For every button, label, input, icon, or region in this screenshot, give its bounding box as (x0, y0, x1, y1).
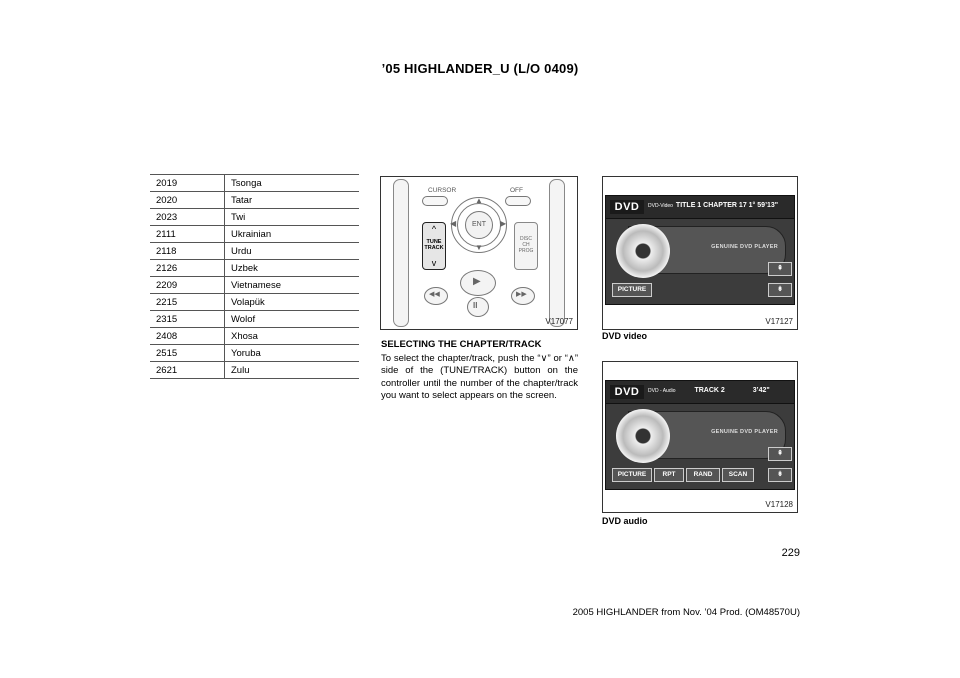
cursor-button-shape (422, 196, 448, 206)
language-code-cell: 2118 (150, 243, 225, 260)
dvd-video-figure (602, 176, 798, 330)
language-code-cell: 2515 (150, 345, 225, 362)
language-code-cell: 2215 (150, 294, 225, 311)
right-rail (549, 179, 565, 327)
language-name-cell: Yoruba (225, 345, 360, 362)
language-code-cell: 2315 (150, 311, 225, 328)
dvd-audio-info: DVD - Audio TRACK 2 3’42" (648, 387, 770, 394)
dvd-video-screen (605, 195, 795, 305)
play-icon: ▶ (473, 276, 481, 287)
rpt-button[interactable]: RPT (654, 468, 684, 482)
chevron-down-icon: v (431, 258, 437, 268)
genuine-dvd-player-label: GENUINE DVD PLAYER (711, 244, 778, 250)
cursor-label: CURSOR (428, 187, 457, 194)
fast-forward-icon: ▶▶ (516, 291, 527, 298)
dvd-video-caption: DVD video (602, 331, 648, 341)
dpad-left-icon: ◀ (450, 219, 457, 228)
table-row (150, 226, 359, 243)
ent-label: ENT (472, 221, 486, 228)
table-row (150, 175, 359, 192)
language-code-cell: 2126 (150, 260, 225, 277)
language-name-cell: Tatar (225, 192, 360, 209)
controller-figure (380, 176, 578, 330)
pause-button-shape (467, 297, 489, 317)
picture-button[interactable]: PICTURE (612, 468, 652, 482)
table-row (150, 345, 359, 362)
dpad-up-icon: ▲ (475, 196, 483, 205)
language-code-table (150, 174, 359, 379)
language-name-cell: Ukrainian (225, 226, 360, 243)
scroll-down-button[interactable]: ⇟ (768, 283, 792, 297)
language-name-cell: Uzbek (225, 260, 360, 277)
figure-code: V17127 (765, 317, 793, 326)
language-name-cell: Urdu (225, 243, 360, 260)
section-body: To select the chapter/track, push the “∨” or “∧” side of the (TUNE/TRACK) button on the controller until the number of the chapter/track you want to select appears on the screen. (381, 353, 578, 401)
disc-ch-prog-button-shape: DISC CH PROG (514, 222, 538, 270)
dvd-audio-caption: DVD audio (602, 516, 648, 526)
language-name-cell: Vietnamese (225, 277, 360, 294)
language-name-cell: Tsonga (225, 175, 360, 192)
dvd-logo: DVD (610, 385, 644, 399)
scroll-up-button[interactable]: ⇞ (768, 447, 792, 461)
off-button-shape (505, 196, 531, 206)
table-row (150, 294, 359, 311)
language-code-cell: 2019 (150, 175, 225, 192)
section-heading: SELECTING THE CHAPTER/TRACK (381, 339, 542, 350)
language-name-cell: Twi (225, 209, 360, 226)
disc-icon (616, 224, 670, 278)
scroll-up-button[interactable]: ⇞ (768, 262, 792, 276)
dvd-audio-screen (605, 380, 795, 490)
dvd-logo: DVD (610, 200, 644, 214)
table-row (150, 209, 359, 226)
left-rail (393, 179, 409, 327)
language-name-cell: Zulu (225, 362, 360, 379)
figure-code: V17128 (765, 500, 793, 509)
off-label: OFF (510, 187, 523, 194)
language-code-cell: 2408 (150, 328, 225, 345)
dvd-audio-figure (602, 361, 798, 513)
table-row (150, 311, 359, 328)
language-code-cell: 2023 (150, 209, 225, 226)
page-number: 229 (781, 547, 800, 559)
table-row (150, 328, 359, 345)
table-row (150, 260, 359, 277)
scan-button[interactable]: SCAN (722, 468, 754, 482)
dpad-down-icon: ▼ (475, 243, 483, 252)
rewind-icon: ◀◀ (429, 291, 440, 298)
language-code-cell: 2111 (150, 226, 225, 243)
table-row (150, 362, 359, 379)
language-name-cell: Wolof (225, 311, 360, 328)
rand-button[interactable]: RAND (686, 468, 720, 482)
table-row (150, 192, 359, 209)
disc-icon (616, 409, 670, 463)
dvd-video-info: DVD-Video TITLE 1 CHAPTER 17 1° 59’13" (648, 202, 779, 209)
page-header: ’05 HIGHLANDER_U (L/O 0409) (381, 61, 579, 76)
figure-code: V17077 (545, 317, 573, 326)
language-name-cell: Xhosa (225, 328, 360, 345)
genuine-dvd-player-label: GENUINE DVD PLAYER (711, 429, 778, 435)
tune-track-button-highlight: ^ TUNE TRACK v (422, 222, 446, 270)
language-code-cell: 2621 (150, 362, 225, 379)
table-row (150, 277, 359, 294)
page-footer: 2005 HIGHLANDER from Nov. ’04 Prod. (OM48570U) (572, 607, 800, 618)
language-code-cell: 2209 (150, 277, 225, 294)
pause-icon: II (473, 301, 478, 310)
dpad-right-icon: ▶ (500, 219, 507, 228)
table-row (150, 243, 359, 260)
scroll-down-button[interactable]: ⇟ (768, 468, 792, 482)
language-name-cell: Volapük (225, 294, 360, 311)
chevron-up-icon: ^ (431, 224, 437, 234)
language-code-cell: 2020 (150, 192, 225, 209)
picture-button[interactable]: PICTURE (612, 283, 652, 297)
